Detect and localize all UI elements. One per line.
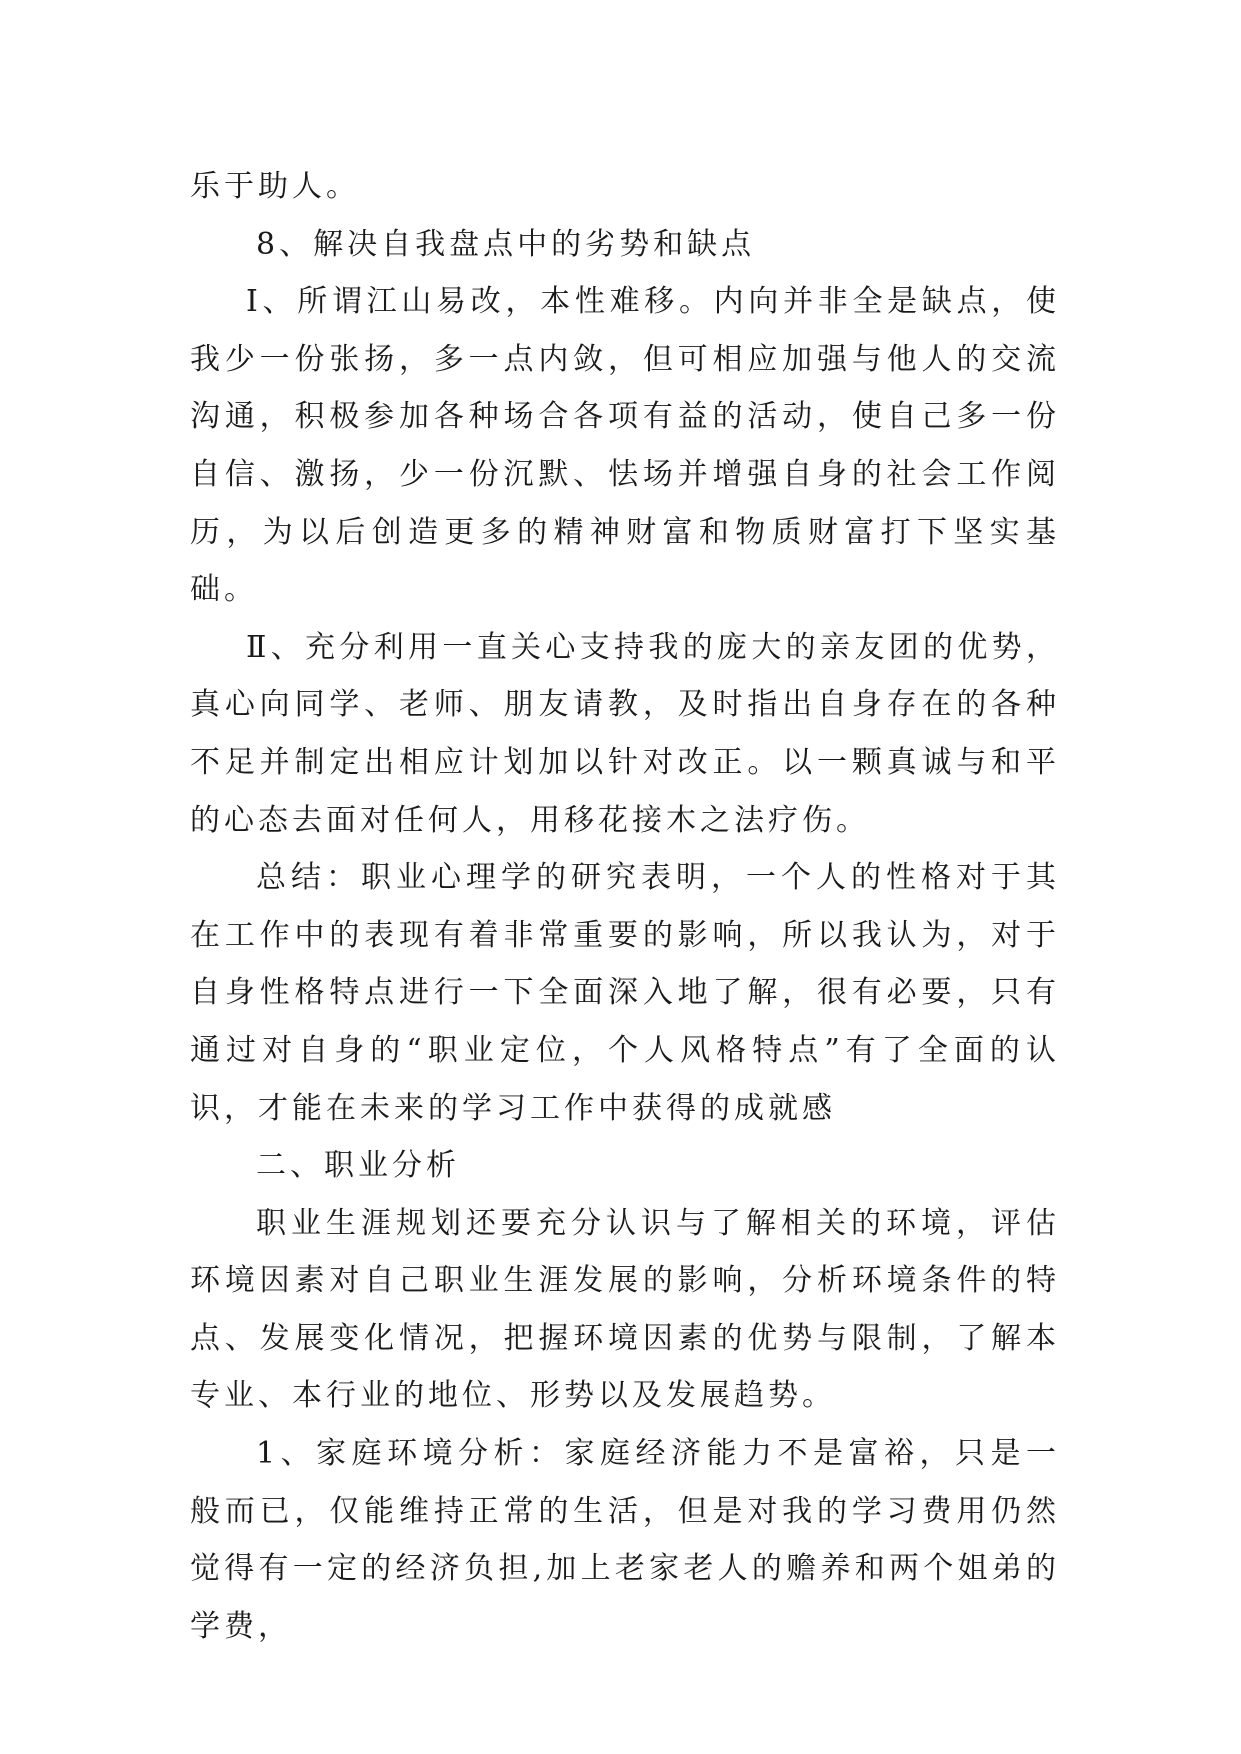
paragraph-point-2: Ⅱ、充分利用一直关心支持我的庞大的亲友团的优势，真心向同学、老师、朋友请教，及时指出自身存在的各种不足并制定出相应计划加以针对改正。以一颗真诚与和平的心态去面对任何人，用移花接木之法疗伤。 bbox=[190, 629, 1060, 838]
paragraph-family: 1、家庭环境分析：家庭经济能力不是富裕，只是一般而已，仅能维持正常的生活，但是对我的学习费用仍然觉得有一定的经济负担,加上老家老人的赡养和两个姐弟的学费， bbox=[190, 1436, 1060, 1644]
document-body bbox=[190, 158, 1060, 1655]
section-heading-weakness: 8、解决自我盘点中的劣势和缺点 bbox=[256, 226, 756, 262]
paragraph-summary: 总结：职业心理学的研究表明，一个人的性格对于其在工作中的表现有着非常重要的影响，所以我认为，对于自身性格特点进行一下全面深入地了解，很有必要，只有通过对自身的“职业定位，个人风格特点”有了全面的认识，才能在未来的学习工作中获得的成就感 bbox=[190, 860, 1060, 1126]
paragraph-environment: 职业生涯规划还要充分认识与了解相关的环境，评估环境因素对自己职业生涯发展的影响，分析环境条件的特点、发展变化情况，把握环境因素的优势与限制，了解本专业、本行业的地位、形势以及发展趋势。 bbox=[190, 1205, 1060, 1414]
paragraph-continuation: 乐于助人。 bbox=[190, 169, 360, 204]
paragraph-point-1: Ⅰ、所谓江山易改，本性难移。内向并非全是缺点，使我少一份张扬，多一点内敛，但可相应加强与他人的交流沟通，积极参加各种场合各项有益的活动，使自己多一份自信、激扬，少一份沉默、怯场并增强自身的社会工作阅历，为以后创造更多的精神财富和物质财富打下坚实基础。 bbox=[190, 284, 1060, 608]
section-heading-career-analysis: 二、职业分析 bbox=[256, 1148, 460, 1184]
